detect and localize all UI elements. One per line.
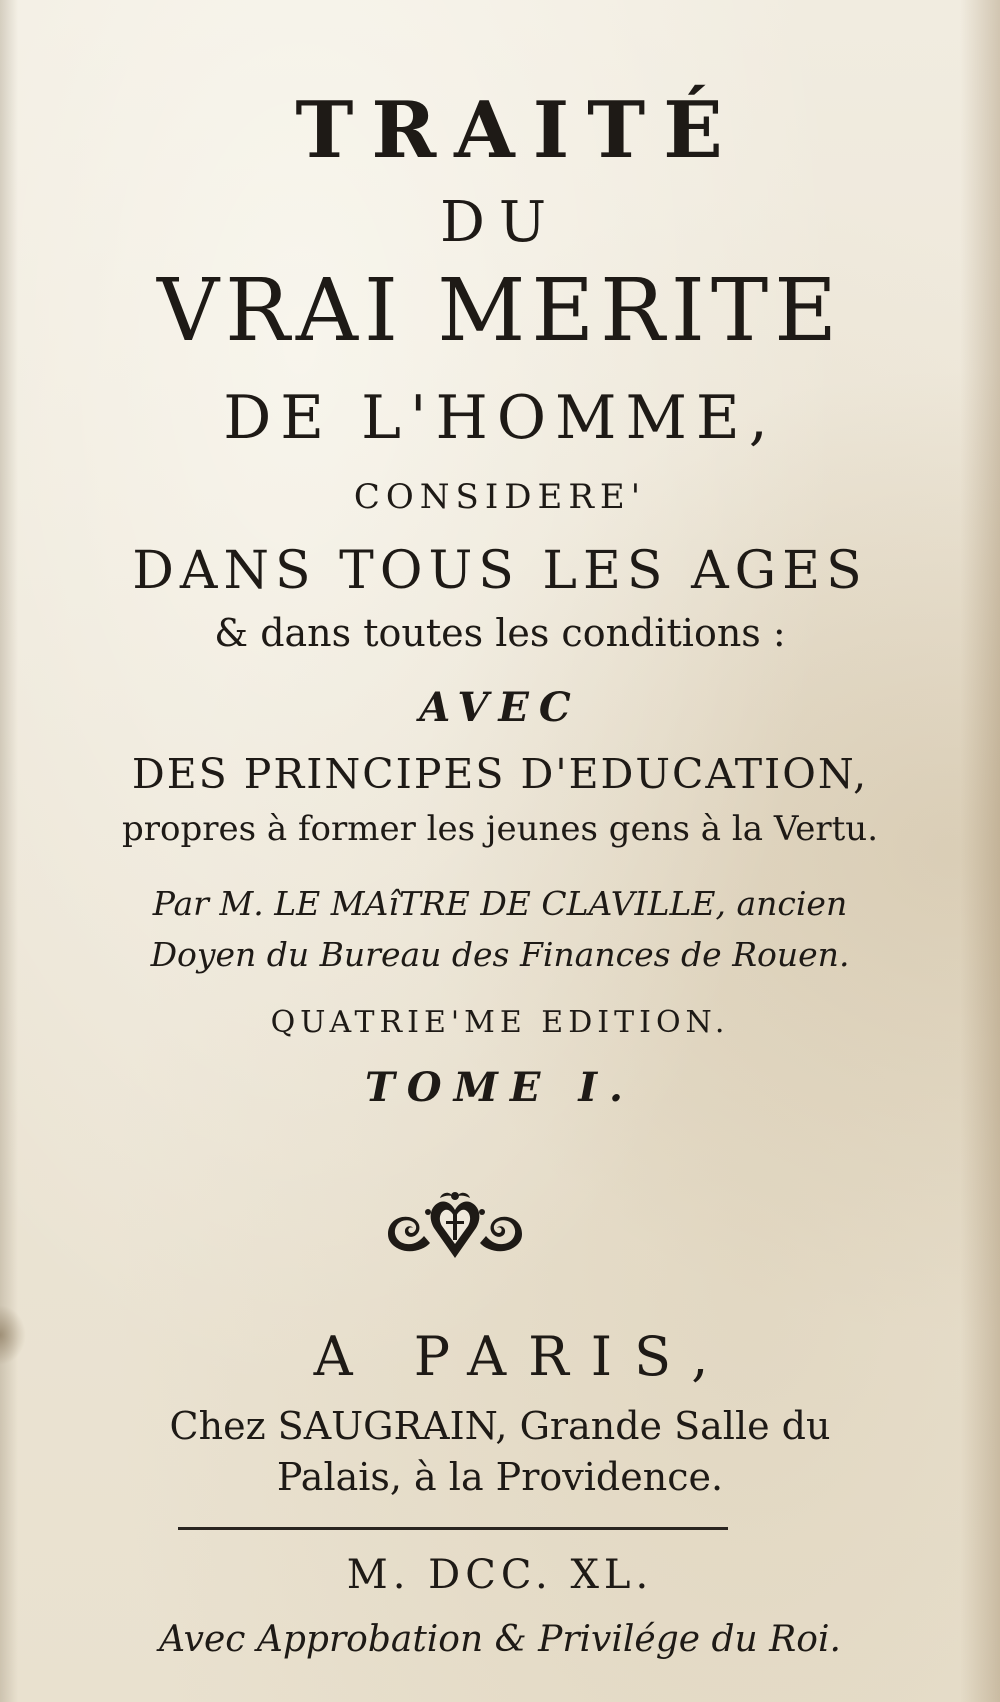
- printer-fleuron-icon: [380, 1188, 530, 1260]
- publisher-line-1: Chez SAUGRAIN, Grande Salle du: [169, 1404, 831, 1448]
- volume-line: TOME I.: [365, 1064, 635, 1111]
- title-line-1: TRAITÉ: [295, 85, 741, 176]
- title-line-3: VRAI MERITE: [157, 261, 843, 361]
- title-line-2: DU: [439, 190, 561, 255]
- title-line-6: DANS TOUS LES AGES: [132, 541, 868, 601]
- publication-date: M. DCC. XL.: [346, 1552, 654, 1598]
- author-line-1: Par M. LE MAîTRE DE CLAVILLE, ancien: [152, 884, 848, 923]
- title-line-5: CONSIDERE': [353, 477, 647, 517]
- royal-approbation-line: Avec Approbation & Privilége du Roi.: [159, 1619, 841, 1660]
- title-line-9: propres à former les jeunes gens à la Vertu.: [121, 809, 879, 849]
- avec-line: AVEC: [419, 684, 581, 731]
- page-edge-shadow: [0, 0, 18, 1702]
- title-line-7: & dans toutes les conditions :: [214, 611, 786, 655]
- imprint-city: A PARIS,: [313, 1325, 731, 1388]
- publisher-line-2: Palais, à la Providence.: [276, 1455, 724, 1499]
- title-line-4: DE L'HOMME,: [223, 383, 777, 453]
- author-line-2: Doyen du Bureau des Finances de Rouen.: [150, 935, 850, 974]
- edition-line: QUATRIE'ME EDITION.: [270, 1005, 730, 1040]
- spine-shadow: [960, 0, 1000, 1702]
- title-line-8: DES PRINCIPES D'EDUCATION,: [131, 750, 869, 798]
- horizontal-rule: [178, 1527, 728, 1530]
